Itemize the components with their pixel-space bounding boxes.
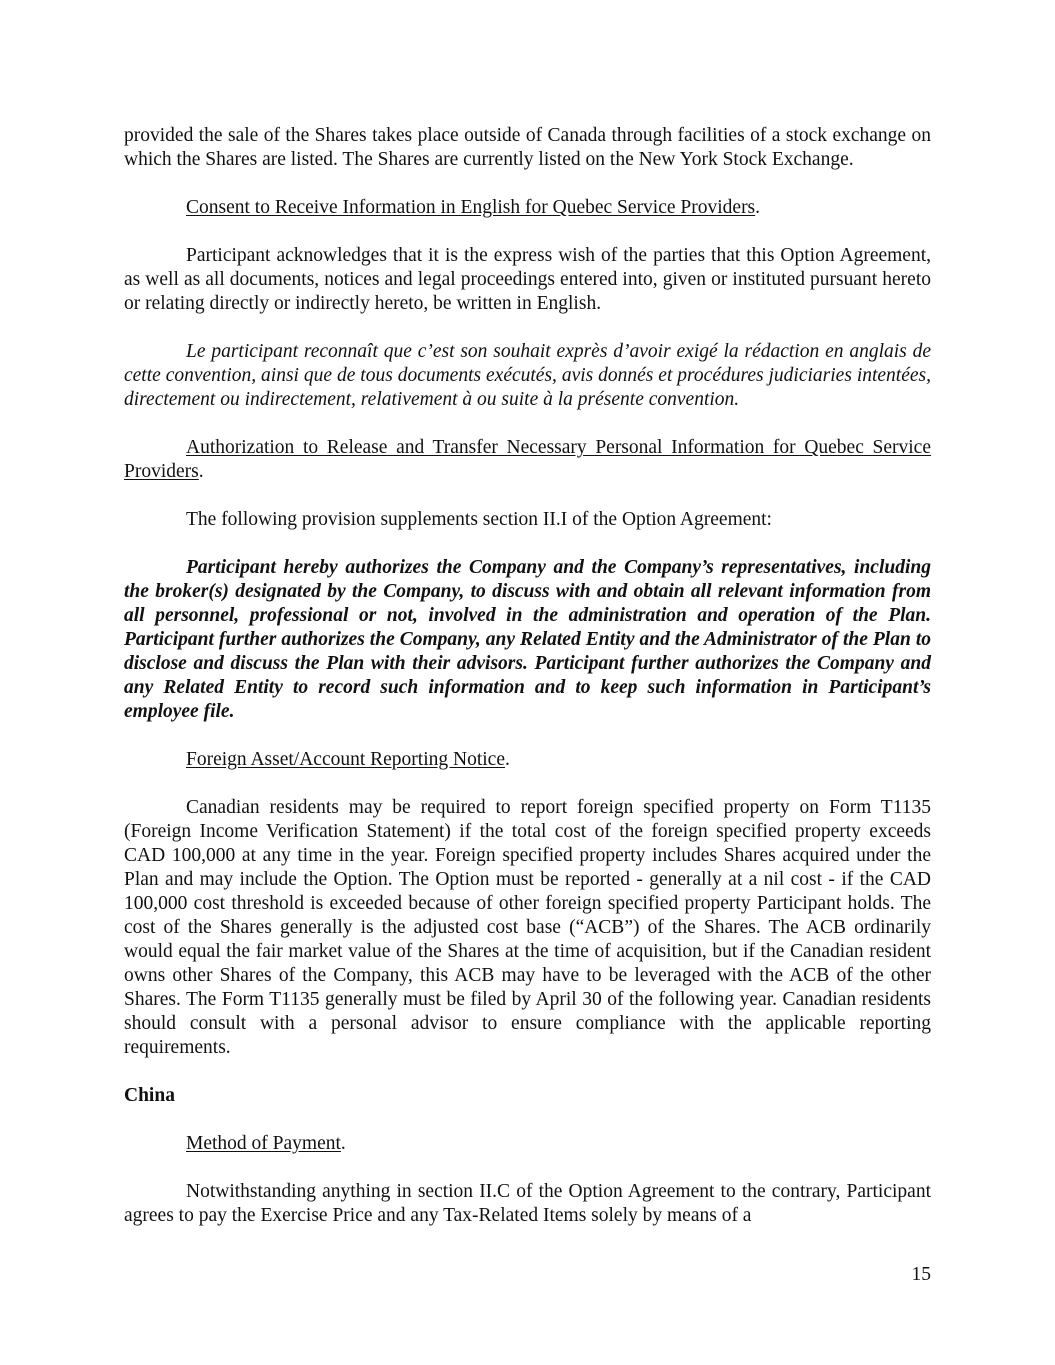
section-heading-china: China: [124, 1085, 175, 1106]
heading-foreign-asset-reporting: Foreign Asset/Account Reporting Notice.: [186, 749, 510, 770]
paragraph-french-translation: Le participant reconnaît que c’est son souhait exprès d’avoir exigé la rédaction en anglais de cette convention, ainsi que de tous documents exécutés, avis donnés et procédures judiciaries intentées, directement ou indirectement, relativement à ou suite à la présente convention.: [124, 341, 931, 410]
page-number: 15: [911, 1264, 931, 1285]
heading-method-of-payment-text: Method of Payment: [186, 1133, 341, 1154]
heading-consent-english: Consent to Receive Information in English for Quebec Service Providers.: [186, 197, 761, 218]
paragraph-foreign-reporting: Canadian residents may be required to report foreign specified property on Form T1135 (Foreign Income Verification Statement) if the total cost of the foreign specified property exceeds CAD 100,000 at any time in the year. Foreign specified property includes Shares acquired under the Plan and may include the Option. The Option must be reported - generally at a nil cost - if the CAD 100,000 cost threshold is exceeded because of other foreign specified property Participant holds. The cost of the Shares generally is the adjusted cost base (“ACB”) of the Shares. The ACB ordinarily would equal the fair market value of the Shares at the time of acquisition, but if the Canadian resident owns other Shares of the Company, this ACB may have to be leveraged with the ACB of the other Shares. The Form T1135 generally must be filed by April 30 of the following year. Canadian residents should consult with a personal advisor to ensure compliance with the applicable reporting requirements.: [124, 797, 931, 1058]
paragraph-share-sale: provided the sale of the Shares takes place outside of Canada through facilities of a stock exchange on which the Shares are listed. The Shares are currently listed on the New York Stock Exchange.: [124, 125, 931, 170]
heading-method-of-payment: Method of Payment.: [186, 1133, 346, 1154]
heading-foreign-asset-reporting-text: Foreign Asset/Account Reporting Notice: [186, 749, 505, 770]
paragraph-english-wish: Participant acknowledges that it is the express wish of the parties that this Option Agreement, as well as all documents, notices and legal proceedings entered into, given or instituted pursuant hereto or relating directly or indirectly hereto, be written in English.: [124, 245, 931, 314]
paragraph-authorization-bold: Participant hereby authorizes the Company and the Company’s representatives, including the broker(s) designated by the Company, to discuss with and obtain all relevant information from all personnel, professional or not, involved in the administration and operation of the Plan. Participant further authorizes the Company, any Related Entity and the Administrator of the Plan to disclose and discuss the Plan with their advisors. Participant further authorizes the Company and any Related Entity to record such information and to keep such information in Participant’s employee file.: [124, 557, 931, 722]
paragraph-payment-method: Notwithstanding anything in section II.C of the Option Agreement to the contrary, Participant agrees to pay the Exercise Price and any Tax-Related Items solely by means of a: [124, 1181, 931, 1226]
heading-authorization-release: Authorization to Release and Transfer Necessary Personal Information for Quebec Service Providers.: [124, 437, 931, 482]
heading-authorization-release-text: Authorization to Release and Transfer Necessary Personal Information for Quebec Service Providers: [124, 437, 931, 482]
paragraph-provision-supplement: The following provision supplements section II.I of the Option Agreement:: [186, 509, 772, 530]
heading-consent-english-text: Consent to Receive Information in English for Quebec Service Providers: [186, 197, 756, 218]
document-body: [124, 124, 931, 1228]
